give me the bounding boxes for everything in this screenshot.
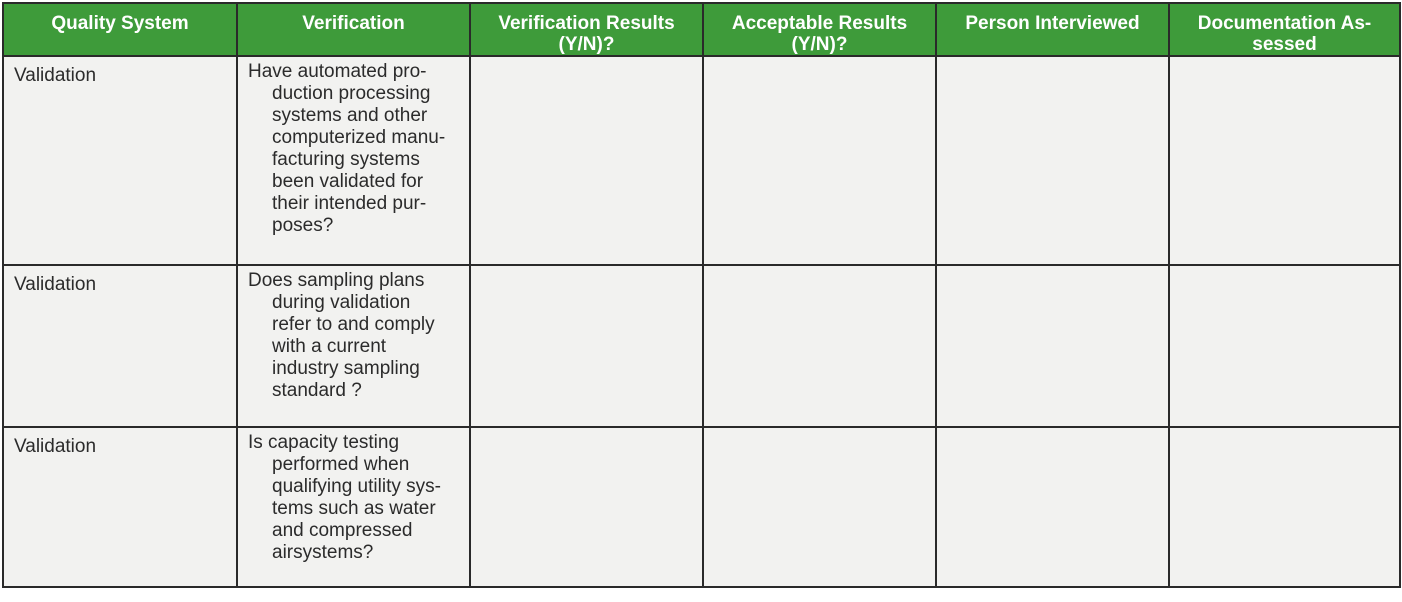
table-body: [3, 56, 1400, 587]
header-quality-system: Quality System: [3, 3, 237, 56]
cell-verification-results[interactable]: [470, 265, 703, 427]
cell-verification: [237, 56, 470, 265]
cell-quality-system: Validation: [3, 265, 237, 427]
cell-quality-system: Validation: [3, 56, 237, 265]
table-row: [3, 56, 1400, 265]
checklist-table-container: [2, 2, 1399, 588]
cell-person-interviewed[interactable]: [936, 56, 1169, 265]
verification-question: Is capacity testing performed when qualifying utility sys- tems such as water and compressed airsystems?: [248, 432, 441, 563]
cell-acceptable-results[interactable]: [703, 427, 936, 587]
header-person-interviewed: Person Interviewed: [936, 3, 1169, 56]
cell-acceptable-results[interactable]: [703, 265, 936, 427]
cell-documentation-assessed[interactable]: [1169, 56, 1400, 265]
verification-question: Have automated pro- duction processing systems and other computerized manu- facturing systems been validated for their intended pur- poses?: [248, 61, 446, 236]
cell-documentation-assessed[interactable]: [1169, 427, 1400, 587]
table-row: [3, 427, 1400, 587]
cell-quality-system: Validation: [3, 427, 237, 587]
header-verification-results: Verification Results (Y/N)?: [470, 3, 703, 56]
quality-checklist-table: [2, 2, 1401, 588]
cell-verification: [237, 265, 470, 427]
header-verification: Verification: [237, 3, 470, 56]
cell-verification-results[interactable]: [470, 56, 703, 265]
header-acceptable-results: Acceptable Results (Y/N)?: [703, 3, 936, 56]
cell-acceptable-results[interactable]: [703, 56, 936, 265]
table-header: [3, 3, 1400, 56]
header-row: [3, 3, 1400, 56]
cell-verification-results[interactable]: [470, 427, 703, 587]
cell-person-interviewed[interactable]: [936, 427, 1169, 587]
table-row: [3, 265, 1400, 427]
cell-verification: [237, 427, 470, 587]
cell-person-interviewed[interactable]: [936, 265, 1169, 427]
header-documentation-assessed: Documentation As- sessed: [1169, 3, 1400, 56]
verification-question: Does sampling plans during validation refer to and comply with a current industry sampling standard ?: [248, 270, 435, 401]
cell-documentation-assessed[interactable]: [1169, 265, 1400, 427]
